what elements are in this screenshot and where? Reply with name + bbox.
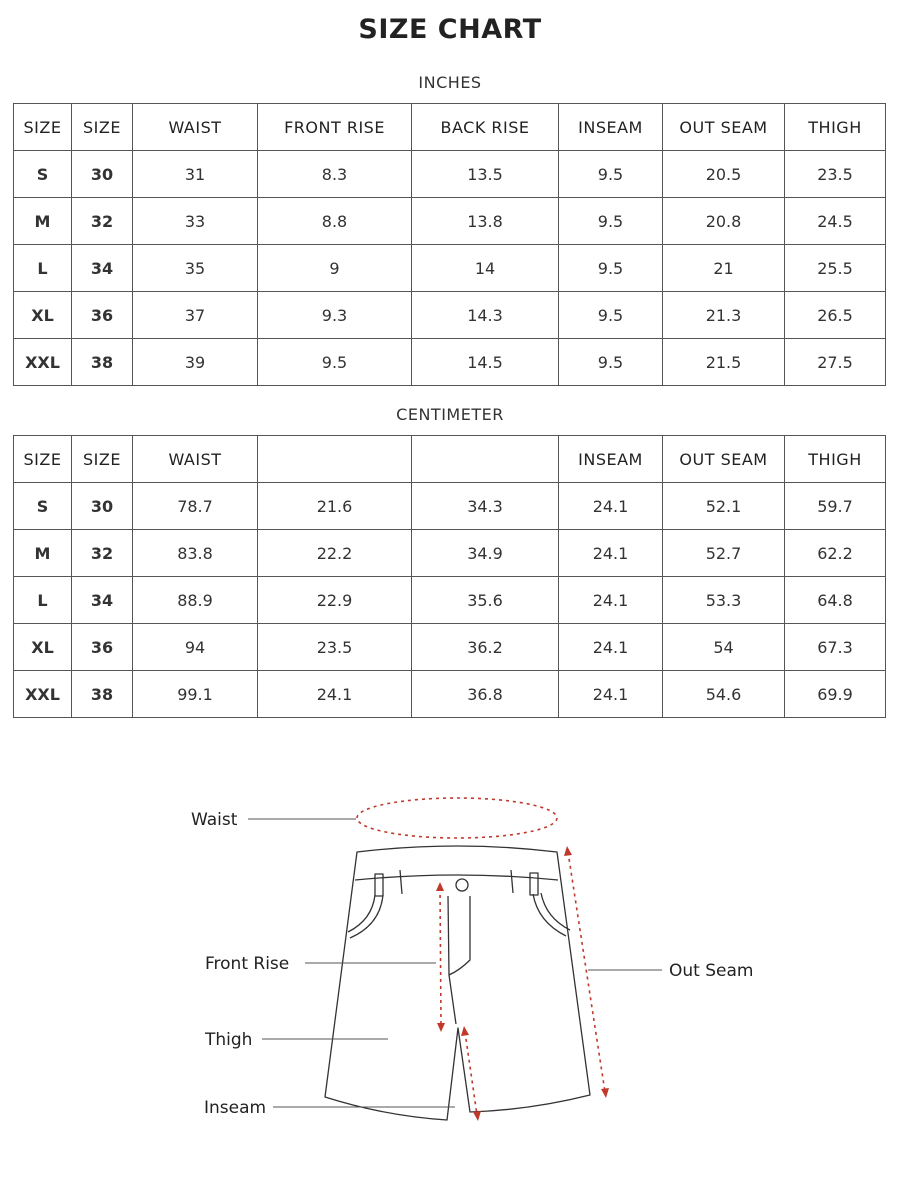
centimeter-label: CENTIMETER	[396, 405, 504, 424]
table-row	[14, 198, 886, 245]
thigh-cell: 59.7	[785, 483, 886, 530]
back-rise-cell: 13.5	[412, 151, 559, 198]
inseam-cell: 24.1	[559, 624, 663, 671]
back-rise-cell: 14.5	[412, 339, 559, 386]
waist-cell: 33	[133, 198, 258, 245]
header-size-number: SIZE	[72, 104, 133, 151]
back-rise-cell: 14	[412, 245, 559, 292]
out-seam-cell: 52.1	[663, 483, 785, 530]
table-row	[14, 671, 886, 718]
size-letter-cell: S	[14, 483, 72, 530]
table-row	[14, 624, 886, 671]
out-seam-label: Out Seam	[669, 961, 754, 981]
front-rise-cell: 9.3	[258, 292, 412, 339]
front-rise-label: Front Rise	[205, 954, 290, 974]
table-row	[14, 530, 886, 577]
thigh-cell: 24.5	[785, 198, 886, 245]
back-rise-cell: 34.3	[412, 483, 559, 530]
table-header-row	[14, 436, 886, 483]
size-number-cell: 34	[72, 245, 133, 292]
inseam-cell: 24.1	[559, 483, 663, 530]
front-rise-cell: 24.1	[258, 671, 412, 718]
header-front-rise: FRONT RISE	[258, 104, 412, 151]
inseam-cell: 24.1	[559, 530, 663, 577]
thigh-cell: 67.3	[785, 624, 886, 671]
page-title: SIZE CHART	[358, 14, 542, 45]
size-number-cell: 36	[72, 292, 133, 339]
size-letter-cell: M	[14, 198, 72, 245]
thigh-label: Thigh	[205, 1030, 253, 1050]
size-letter-cell: XL	[14, 624, 72, 671]
size-letter-cell: XL	[14, 292, 72, 339]
shorts-measurement-diagram	[0, 760, 900, 1160]
front-rise-cell: 23.5	[258, 624, 412, 671]
size-number-cell: 32	[72, 198, 133, 245]
inseam-cell: 9.5	[559, 151, 663, 198]
thigh-cell: 62.2	[785, 530, 886, 577]
out-seam-cell: 20.5	[663, 151, 785, 198]
front-rise-cell: 8.3	[258, 151, 412, 198]
waist-cell: 37	[133, 292, 258, 339]
out-seam-cell: 21.5	[663, 339, 785, 386]
out-seam-cell: 52.7	[663, 530, 785, 577]
header-thigh: THIGH	[785, 104, 886, 151]
inches-label: INCHES	[418, 73, 482, 92]
back-rise-cell: 35.6	[412, 577, 559, 624]
front-rise-cell: 22.9	[258, 577, 412, 624]
waist-measure-line	[357, 798, 557, 838]
waist-label: Waist	[191, 810, 238, 830]
header-waist: WAIST	[133, 104, 258, 151]
inseam-cell: 9.5	[559, 292, 663, 339]
back-rise-cell: 34.9	[412, 530, 559, 577]
back-rise-cell: 36.2	[412, 624, 559, 671]
shorts-outline	[325, 846, 590, 1120]
header-size-letter: SIZE	[14, 104, 72, 151]
header-waist: WAIST	[133, 436, 258, 483]
size-number-cell: 38	[72, 671, 133, 718]
waist-cell: 31	[133, 151, 258, 198]
table-row	[14, 151, 886, 198]
header-size-number: SIZE	[72, 436, 133, 483]
size-letter-cell: M	[14, 530, 72, 577]
thigh-cell: 25.5	[785, 245, 886, 292]
back-rise-cell: 13.8	[412, 198, 559, 245]
size-number-cell: 36	[72, 624, 133, 671]
table-row	[14, 483, 886, 530]
front-rise-cell: 8.8	[258, 198, 412, 245]
front-rise-cell: 21.6	[258, 483, 412, 530]
out-seam-cell: 21.3	[663, 292, 785, 339]
header-out-seam: OUT SEAM	[663, 436, 785, 483]
size-letter-cell: XXL	[14, 339, 72, 386]
header-size-letter: SIZE	[14, 436, 72, 483]
table-row	[14, 245, 886, 292]
thigh-cell: 64.8	[785, 577, 886, 624]
out-seam-cell: 53.3	[663, 577, 785, 624]
header-inseam: INSEAM	[559, 104, 663, 151]
size-number-cell: 32	[72, 530, 133, 577]
centimeter-table	[13, 435, 886, 718]
inseam-cell: 24.1	[559, 577, 663, 624]
inseam-label: Inseam	[204, 1098, 267, 1118]
table-row	[14, 339, 886, 386]
waist-cell: 88.9	[133, 577, 258, 624]
size-number-cell: 34	[72, 577, 133, 624]
inseam-cell: 24.1	[559, 671, 663, 718]
waist-cell: 78.7	[133, 483, 258, 530]
size-number-cell: 30	[72, 151, 133, 198]
header-back-rise: BACK RISE	[412, 104, 559, 151]
thigh-cell: 23.5	[785, 151, 886, 198]
header-front-rise	[258, 436, 412, 483]
thigh-cell: 69.9	[785, 671, 886, 718]
waist-cell: 83.8	[133, 530, 258, 577]
out-seam-cell: 21	[663, 245, 785, 292]
thigh-cell: 27.5	[785, 339, 886, 386]
out-seam-cell: 54.6	[663, 671, 785, 718]
table-row	[14, 292, 886, 339]
size-number-cell: 38	[72, 339, 133, 386]
size-number-cell: 30	[72, 483, 133, 530]
thigh-cell: 26.5	[785, 292, 886, 339]
header-inseam: INSEAM	[559, 436, 663, 483]
inches-table	[13, 103, 886, 386]
inseam-cell: 9.5	[559, 198, 663, 245]
waist-cell: 39	[133, 339, 258, 386]
inseam-cell: 9.5	[559, 245, 663, 292]
table-header-row	[14, 104, 886, 151]
size-letter-cell: L	[14, 245, 72, 292]
waist-cell: 35	[133, 245, 258, 292]
waist-cell: 94	[133, 624, 258, 671]
table-row	[14, 577, 886, 624]
header-out-seam: OUT SEAM	[663, 104, 785, 151]
out-seam-cell: 20.8	[663, 198, 785, 245]
inseam-cell: 9.5	[559, 339, 663, 386]
front-rise-cell: 22.2	[258, 530, 412, 577]
front-rise-cell: 9	[258, 245, 412, 292]
header-thigh: THIGH	[785, 436, 886, 483]
front-rise-cell: 9.5	[258, 339, 412, 386]
back-rise-cell: 36.8	[412, 671, 559, 718]
waist-cell: 99.1	[133, 671, 258, 718]
out-seam-cell: 54	[663, 624, 785, 671]
header-back-rise	[412, 436, 559, 483]
size-letter-cell: S	[14, 151, 72, 198]
back-rise-cell: 14.3	[412, 292, 559, 339]
size-letter-cell: XXL	[14, 671, 72, 718]
size-letter-cell: L	[14, 577, 72, 624]
